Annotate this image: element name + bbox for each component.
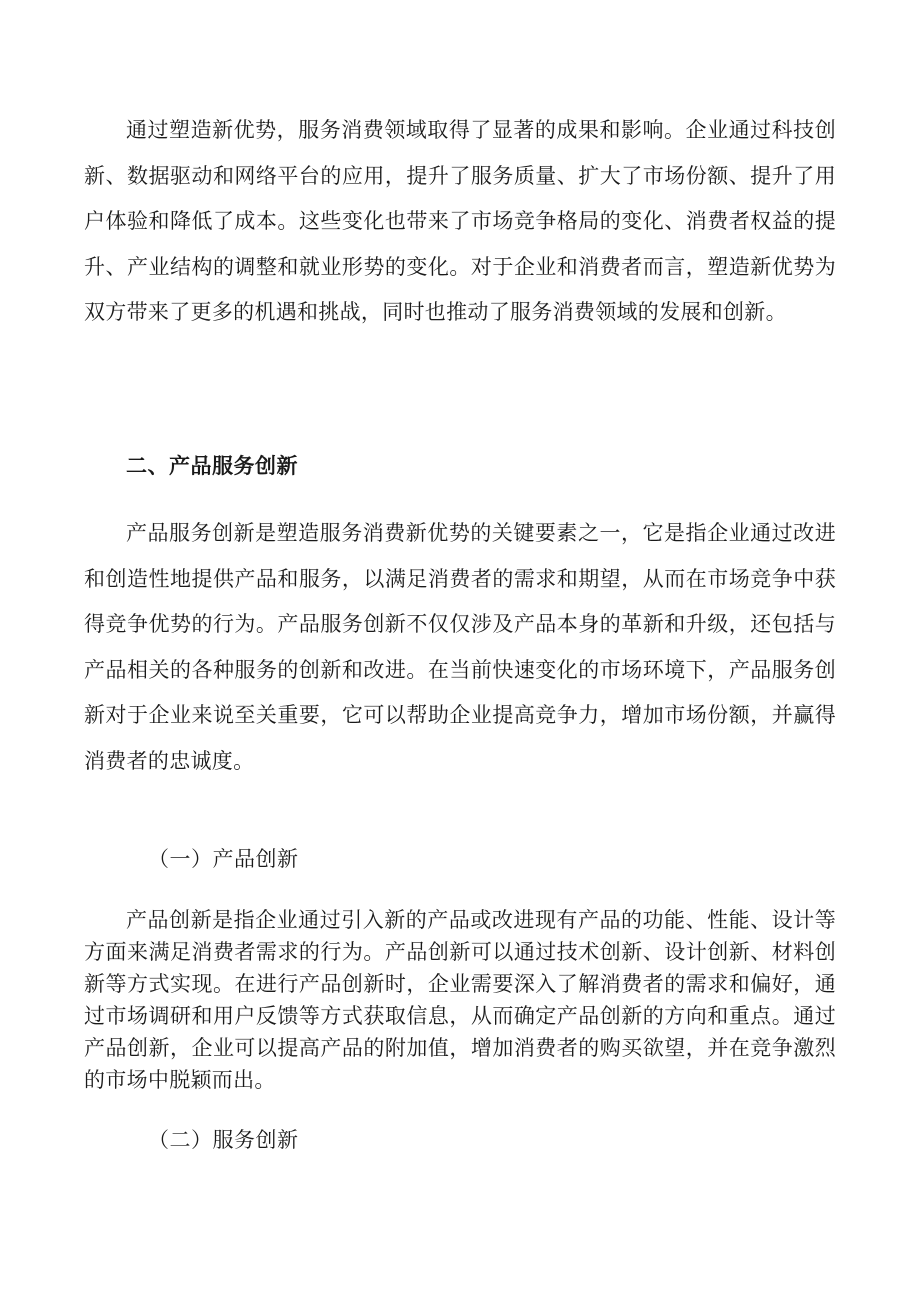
- body-paragraph-3: 产品创新是指企业通过引入新的产品或改进现有产品的功能、性能、设计等方面来满足消费者需求的行为。产品创新可以通过技术创新、设计创新、材料创新等方式实现。在进行产品创新时，企业需要深入了解消费者的需求和偏好，通过市场调研和用户反馈等方式获取信息，从而确定产品创新的方向和重点。通过产品创新，企业可以提高产品的附加值，增加消费者的购买欲望，并在竞争激烈的市场中脱颖而出。: [84, 908, 836, 1092]
- body-paragraph-1: 通过塑造新优势，服务消费领域取得了显著的成果和影响。企业通过科技创新、数据驱动和网络平台的应用，提升了服务质量、扩大了市场份额、提升了用户体验和降低了成本。这些变化也带来了市场竞争格局的变化、消费者权益的提升、产业结构的调整和就业形势的变化。对于企业和消费者而言，塑造新优势为双方带来了更多的机遇和挑战，同时也推动了服务消费领域的发展和创新。: [84, 118, 836, 324]
- section-heading-product-service-innovation: 二、产品服务创新: [126, 454, 298, 478]
- subsection-heading-product-innovation: （一）产品创新: [148, 847, 299, 871]
- subsection-heading-service-innovation: （二）服务创新: [148, 1128, 299, 1152]
- body-paragraph-2: 产品服务创新是塑造服务消费新优势的关键要素之一，它是指企业通过改进和创造性地提供产品和服务，以满足消费者的需求和期望，从而在市场竞争中获得竞争优势的行为。产品服务创新不仅仅涉及产品本身的革新和升级，还包括与产品相关的各种服务的创新和改进。在当前快速变化的市场环境下，产品服务创新对于企业来说至关重要，它可以帮助企业提高竞争力，增加市场份额，并赢得消费者的忠诚度。: [84, 521, 836, 773]
